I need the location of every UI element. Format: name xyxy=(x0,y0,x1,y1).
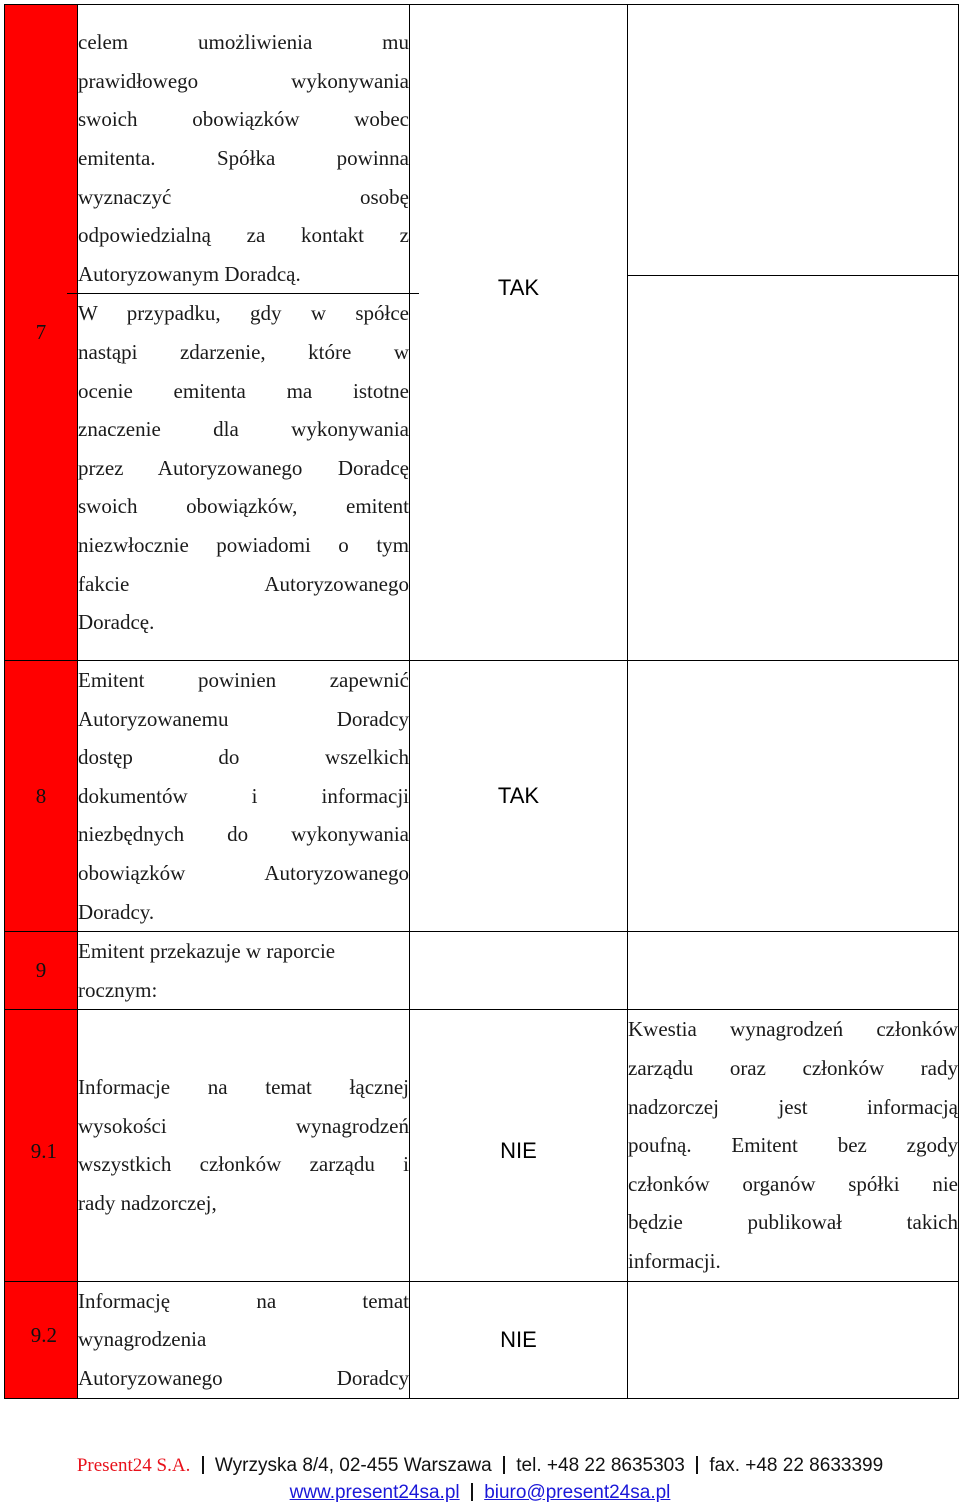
text-line: nadzorczej jest informacją xyxy=(628,1094,958,1119)
text-line: Kwestia wynagrodzeń członków xyxy=(628,1017,958,1042)
answer-9-2 xyxy=(410,1281,628,1398)
text-line: Emitent przekazuje w raporcie xyxy=(78,939,336,964)
text-line-last: Doradcy. xyxy=(78,899,155,924)
row-number-9: 9 xyxy=(5,932,78,1010)
text-line: rocznym: xyxy=(78,977,158,1002)
row-text-9-1 xyxy=(78,1010,410,1281)
text-line: zarządu oraz członków rady xyxy=(628,1055,958,1080)
row-text-7 xyxy=(78,5,410,661)
text-line-last: Autoryzowanym Doradcą. xyxy=(78,261,301,286)
text-line: będzie publikował takich xyxy=(628,1210,958,1235)
text-line: wysokości wynagrodzeń xyxy=(78,1113,409,1138)
text-line: Informacje na temat łącznej xyxy=(78,1075,409,1100)
comment-9-2 xyxy=(628,1281,959,1398)
text-line-last: rady nadzorczej, xyxy=(78,1191,217,1216)
table-row-8 xyxy=(5,661,959,932)
row-number-8: 8 xyxy=(5,661,78,932)
text-line: nastąpi zdarzenie, które w xyxy=(78,340,409,364)
table-row-7 xyxy=(5,5,959,661)
text-line: wszystkich członków zarządu i xyxy=(78,1152,409,1177)
text-line: dostęp do wszelkich xyxy=(78,745,409,770)
table-row-9-2 xyxy=(5,1281,959,1398)
footer-website-link[interactable]: www.present24sa.pl xyxy=(289,1482,460,1503)
text-line: swoich obowiązków, emitent xyxy=(78,494,409,519)
text-line: Autoryzowanego Doradcy xyxy=(78,1365,409,1390)
text-line: przez Autoryzowanego Doradcę xyxy=(78,455,409,480)
text-line: członków organów spółki nie xyxy=(628,1171,958,1196)
footer-separator xyxy=(696,1456,698,1474)
text-line: dokumentów i informacji xyxy=(78,783,409,808)
comment-9-1 xyxy=(628,1010,959,1281)
text-line: Autoryzowanemu Doradcy xyxy=(78,706,409,731)
comment-7 xyxy=(628,5,959,661)
text-line: fakcie Autoryzowanego xyxy=(78,571,409,596)
answer-9 xyxy=(410,932,628,1010)
footer-separator xyxy=(202,1456,204,1474)
answer-8-value: TAK xyxy=(497,783,540,809)
answer-9-2-value: NIE xyxy=(500,1326,537,1352)
footer-address: Wyrzyska 8/4, 02-455 Warszawa xyxy=(214,1455,492,1476)
answer-9-1-value: NIE xyxy=(500,1138,537,1164)
table-row-9 xyxy=(5,932,959,1010)
text-line: niezbędnych do wykonywania xyxy=(78,822,409,847)
text-line-last: Doradcę. xyxy=(78,610,155,635)
row-number-9-2: 9.2 xyxy=(5,1281,78,1398)
text-line: prawidłowego wykonywania xyxy=(78,68,409,93)
footer-separator xyxy=(503,1456,505,1474)
text-line: niezwłocznie powiadomi o tym xyxy=(78,532,409,557)
text-line: Emitent powinien zapewnić xyxy=(78,668,409,692)
answer-8 xyxy=(410,661,628,932)
text-line: obowiązków Autoryzowanego xyxy=(78,860,409,885)
footer-email-link[interactable]: biuro@present24sa.pl xyxy=(484,1482,671,1503)
footer-fax: fax. +48 22 8633399 xyxy=(709,1455,884,1476)
text-line: poufną. Emitent bez zgody xyxy=(628,1133,958,1158)
footer-separator xyxy=(471,1483,473,1501)
text-line: znaczenie dla wykonywania xyxy=(78,417,409,442)
footer-links xyxy=(0,1482,960,1504)
text-line: wyznaczyć osobę xyxy=(78,184,409,209)
table-row-9-1 xyxy=(5,1010,959,1281)
footer-tel: tel. +48 22 8635303 xyxy=(516,1455,685,1476)
comment-8 xyxy=(628,661,959,932)
text-line: celem umożliwienia mu xyxy=(78,30,409,55)
comment-9 xyxy=(628,932,959,1010)
text-line: odpowiedzialną za kontakt z xyxy=(78,223,409,248)
row-text-9-2 xyxy=(78,1281,410,1398)
answer-7 xyxy=(410,5,628,661)
row-number-9-1: 9.1 xyxy=(5,1010,78,1281)
row-text-8 xyxy=(78,661,410,932)
answer-9-1 xyxy=(410,1010,628,1281)
footer-company: Present24 S.A. xyxy=(76,1455,191,1476)
compliance-table xyxy=(4,4,959,1399)
text-line-last: informacji. xyxy=(628,1248,721,1273)
text-line: emitenta. Spółka powinna xyxy=(78,146,409,171)
footer-contact xyxy=(0,1455,960,1477)
text-line: Informację na temat xyxy=(78,1288,409,1313)
answer-7-value: TAK xyxy=(497,275,540,300)
text-line: swoich obowiązków wobec xyxy=(78,107,409,132)
row-text-9 xyxy=(78,932,410,1010)
text-line: wynagrodzenia xyxy=(78,1327,207,1352)
row-number-7: 7 xyxy=(5,5,78,661)
text-line: W przypadku, gdy w spółce xyxy=(78,301,409,326)
text-line: ocenie emitenta ma istotne xyxy=(78,378,409,403)
